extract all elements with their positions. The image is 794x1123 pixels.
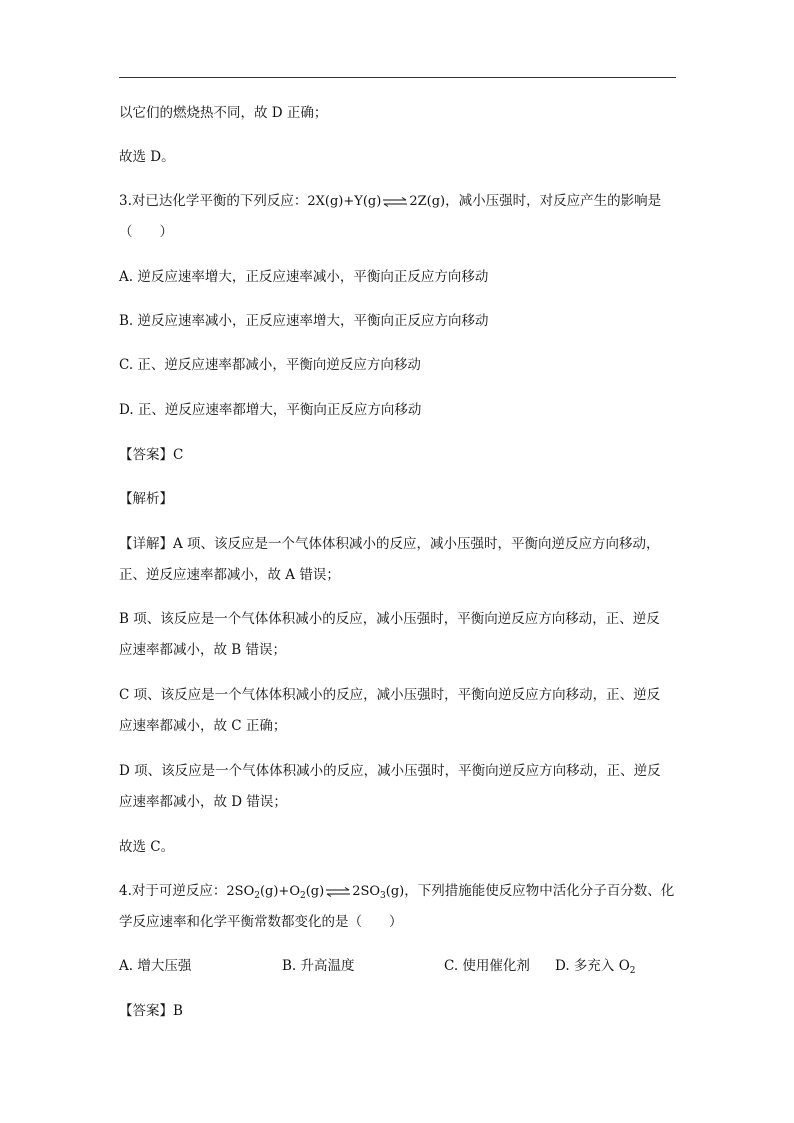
equilibrium-arrow-icon <box>325 887 351 897</box>
q4-stem-after: ，下列措施能使反应物中活化分子百分数、化 <box>404 883 675 899</box>
q3-eq-right: 2Z(g) <box>409 194 446 209</box>
q4-eq-part: (g)+O <box>259 884 300 899</box>
q3-number: 3. <box>119 193 132 209</box>
q3-analysis-line: B 项、该反应是一个气体体积减小的反应，减小压强时，平衡向逆反应方向移动，正、逆反 <box>119 611 660 627</box>
q4-option-c: C. 使用催化剂 <box>444 958 530 974</box>
q3-option-b: B. 逆反应速率减小，正反应速率增大，平衡向正反应方向移动 <box>119 313 489 329</box>
q3-analysis-line: 应速率都减小，故 C 正确； <box>119 718 287 734</box>
q4-number: 4. <box>119 883 132 899</box>
q4-eq-part: 2SO <box>226 884 255 899</box>
q4-options <box>119 957 676 975</box>
q3-analysis-line: D 项、该反应是一个气体体积减小的反应，减小压强时，平衡向逆反应方向移动，正、逆反 <box>119 763 661 779</box>
q3-analysis-title: 【解析】 <box>119 491 173 507</box>
header-rule <box>119 77 676 78</box>
text-line: 故选 D。 <box>119 149 175 165</box>
q4-option-d-sub: 2 <box>629 966 636 976</box>
q4-eq-part: 2SO <box>352 884 381 899</box>
q4-stem-before: 对于可逆反应： <box>131 883 227 899</box>
q3-stem <box>119 192 661 211</box>
q4-option-b: B. 升高温度 <box>282 958 355 974</box>
q3-analysis-line: 正、逆反应速率都减小，故 A 错误； <box>119 567 340 583</box>
q3-answer: 【答案】C <box>119 447 184 463</box>
q3-option-c: C. 正、逆反应速率都减小，平衡向逆反应方向移动 <box>119 357 421 373</box>
q3-stem-after: ，减小压强时，对反应产生的影响是 <box>445 193 662 209</box>
text-line: 以它们的燃烧热不同，故 D 正确； <box>119 105 328 121</box>
q3-option-d: D. 正、逆反应速率都增大，平衡向正反应方向移动 <box>119 402 422 418</box>
equilibrium-arrow-icon <box>382 197 408 207</box>
q3-analysis-line: 【详解】A 项、该反应是一个气体体积减小的反应，减小压强时，平衡向逆反应方向移动， <box>119 536 660 552</box>
q3-analysis-line: 应速率都减小，故 B 错误； <box>119 642 287 658</box>
q4-stem-line2: 学反应速率和化学平衡常数都变化的是（ ） <box>119 914 403 930</box>
q3-option-a: A. 逆反应速率增大，正反应速率减小，平衡向正反应方向移动 <box>119 269 489 285</box>
q4-option-a: A. 增大压强 <box>119 958 192 974</box>
q3-stem-before: 对已达化学平衡的下列反应： <box>131 193 308 209</box>
q4-answer: 【答案】B <box>119 1003 183 1019</box>
q4-eq-sub: 3 <box>380 891 386 901</box>
q4-option-d-text: D. 多充入 O <box>555 958 630 974</box>
q4-stem <box>119 882 674 901</box>
q3-eq-left: 2X(g)+Y(g) <box>307 194 382 209</box>
q3-analysis-line: 应速率都减小，故 D 错误； <box>119 794 287 810</box>
q4-eq-sub: 2 <box>299 891 306 901</box>
q4-eq-part: (g) <box>385 884 405 899</box>
q4-eq-part: (g) <box>305 884 325 899</box>
q3-analysis-line: C 项、该反应是一个气体体积减小的反应，减小压强时，平衡向逆反应方向移动，正、逆反 <box>119 687 661 703</box>
q4-option-d <box>555 957 636 975</box>
q3-conclusion: 故选 C。 <box>119 839 175 855</box>
q3-paren: （ ） <box>119 224 173 240</box>
q4-eq-sub: 2 <box>254 891 260 901</box>
